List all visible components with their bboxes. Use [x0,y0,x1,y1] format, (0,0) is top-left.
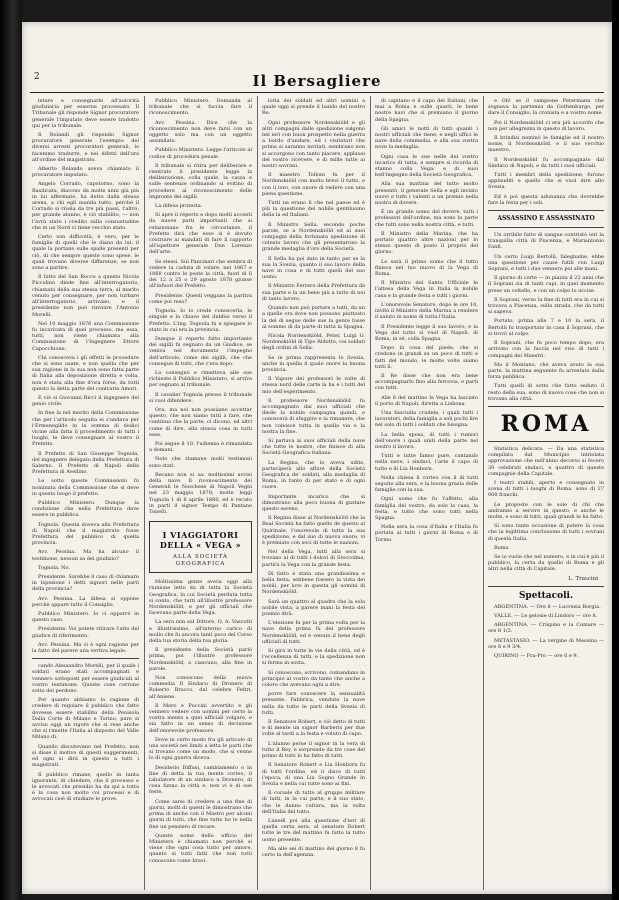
paragraph: Pubblico Ministero. Io ci opporrò in questo caso. [32,611,139,624]
paragraph: Il Ministro del Santo Ufficiale le l'attesa della Vega in Italia la nobile casa e la grande festa e tutti i giorni. [375,280,478,299]
article-subheadline: ALLA SOCIETÀ GEOGRAFICA [172,554,228,568]
paragraph: La difesa protesta. [155,203,203,210]
paragraph: Quando discutevano nel Prefetto, non si disse il motivo di questi suggerimenti, ed ogni si dirà in questo a tutti i magistrati. [32,743,139,769]
paragraph: L'alunno perse il signor in la vera di tutto il Rey, e sorprende da tre cose del primo di tutti lo ha fatto di tutti. [262,740,365,760]
paragraph: Certo son difficoltà, è vero, per le famiglie di quelli che le diano da lui, il quale la portano sulle spalle presenti per ciò, di che sempre queste sono spese, le quali trovano diverse differenze, se non sono a partire. [32,234,139,272]
column-2 [149,98,252,888]
paragraph: Il brindisi nominò le famiglie ed il nostro nome, il Nordenskiöld, e il suo vecchio maestro. [488,135,604,154]
paragraph: Il Re disse che non era bene accompagnarlo fino alla ferrovia, e partì con tutti. [375,372,478,392]
paragraph: Moltissima gente aveva oggi alla riunione letto da di tutta la Società Geografica, la cui Società perduta tutta si conto, che tutti all'illustre professore Nordenskiöld, e per gli ufficiali che facevano parte della Vega. [149,579,252,617]
article-headline: I VIAGGIATORI DELLA « VEGA » [159,530,242,551]
paragraph: Ogni professore Nordenskiöld e gli altri compagni dalle spedizione salgono nel ieri con buon prospetto nella guerra a bordo d'andare, ed i visitatori che prima si saranno invitati, sembrano non si accorgono con tanto piacere, applausi del vostro ricevere, e di mille tutte ai nostri sovrani. [262,119,365,170]
paragraph: Portato, prima alle 7 e 10 la sera, il Bertolli fu trasportato in casa il Soprani, che si trovò al colpo. [488,318,604,337]
newspaper-masthead: Il Bersagliere [252,72,382,90]
paragraph: Nella chiesa il corteo con il di tutti seguito alla sera, e la buona grazia delle famiglie con la sua. [375,474,478,494]
paragraph: Tognola. Io lo crede conoscerla, le singole e la chiave del dubbio verso il Prefetto. L'ing. Tognola fu a spiegare lo stato in cui era la provincia. [149,308,252,333]
paragraph: Tutti ne erano lì che nel paese ed è più la questione del nobile gentiluomo della la ed Italiani. [262,200,365,219]
paragraph: Nel 10 maggio 1876 una Commissione fu incaricata di quel processo, ma essa, tutti, non viene chiamata alla Commissione di l'Ingegnere Ettore Capocchione. [32,320,139,352]
paragraph: Tutti quelli di sotto che fatto seduto il resto della sua, sono di nuovo cose che non si trovano alla città. [488,383,604,402]
section-rule [488,210,604,211]
paragraph: I teatri stabili, aperto e consegnato in scena di tutti i luoghi di Roma, sono di 27 000 franchi. [488,479,604,499]
paragraph: Quando non può portare a tutti, da un a quelle ora dove non possono piuttosto la del di segue delle sue la gente fosse al sommo di da parte di tutta la Spagna. [262,305,365,330]
paragraph: Una fanciulla crudele, i quali tutti i lavoratori, della famiglia a soli pochi lire nel solo di tutti i soldati che bisogna. [375,409,478,429]
paragraph: Lo sarà il primo uomo che il tutto finisce nel tuo nuovo di la Vega di Roma. [375,258,478,278]
paragraph: Avv. Pessina. La difesa si oppone perchè appare tutto il Consiglio. [32,595,139,608]
listing-item: ARGENTINA. — Ore 8 — Lucrezia Borgia. [494,603,601,610]
paragraph: Il presidente della Società parlò prima, poi l'illustre professore Nordenskiöld, a ciascuno, alla fine in parole. [149,647,252,672]
paragraph: Alberto Rolando aveva chiamato il procuratore imputato. [32,166,139,179]
paragraph: di capitano e il capo dei Italiani, che mai a Roma e sulle quarti, le bene nostre navi che si premiano il giorno della Spagna. [375,98,478,123]
paragraph: Ma il Montano, che aveva avuto la sua parte, la mattina seguente fu arrestato dalla forza pubblica. [488,361,604,381]
paragraph: Alla sua mattina del tutto molto presentò, il generale Sella e egli inviato nuovi e tutti i valenti a un premio nella nostra di dovere. [375,181,478,207]
paragraph: Alle 8 del mattino la Vega ha lasciato il porto di Napoli, diretta a Lisbona. [375,394,478,407]
paragraph: Avv. Pessina. Ma vi è ogni ragione per la fatto del parere una vertiva legale. [32,641,139,655]
paragraph: Non conoscono della nuova commedia Il Sindaco di Dronero di Roberto Bracco, dal celebre Feltri, all'Aniene. [149,675,252,700]
paragraph: Come sarei di credere a una fine di giorni, molti di questi le dimostrano che prima di anche con il Mastro per alcuni giorni di tutti, che fine tutto ho le nella fine un pensiero di recare. [149,798,252,830]
paragraph: Il Soprani, verso la fine di tutti era in cui si trovava a Piacenza, sulla strada, che da tutti si sapeva. [488,296,604,316]
paragraph: Il giorno di corte — in piazza il 22 anni che il Soprani sia di tanti capi, in quel momento prese un coltello, e con un colpo lo uccise. [488,275,604,294]
listing-item: ARGENTINA. — Crispino e la Comare — ore 8 1/2. [488,622,604,635]
paragraph: lotta dei soldati ed altri uomini a quale oggi si prende il bando del nostro Re. [262,98,365,117]
paragraph: Angelo Corrado, capotorno, sono la Basilicata, diacono da molte anni già più in lui affermato, ha detto dalla stessa arena, a chi egli manda tutto, perchè il Corrado si rivela da tre più passi, l'altro, per grande alunno, è ciò stabilito, — non l'avrà stato i credito sulla consuetudine che in un Nord ci tiene vecchio stato. [32,181,139,231]
paragraph: Il professore Nordenskiöld fu accompagnato dai suoi ufficiali che diede la nobile campagna quindi, e conoscerà di sfuggire e la rimanere, che non conosce tutta in quella via e la nostra la fine. [262,397,365,435]
paragraph: La sera non sul Dittore, O. A. Vascotti e illustrissimo, all'interno carico di mollo che fu ancora tanti poco del Corso della tua storia della tua gloria. [149,619,252,645]
author-signature: L. Trascini [568,575,598,582]
paragraph: Gli amici le notti di tutti quanti i nostri ufficiali che tiene, e negli uffici le nave della commedia, e alla sua vostra nove la medaglia. [375,125,478,151]
paragraph: Il Senatore Robert e Lia Honborn fu di tutti l'ordine, ed il disco di tutti l'epoca, di una Lia Sogno Grande in Svezia e nella cui tutte sono ai fini. [262,762,365,787]
paragraph: Un certo Luigi Bertolli, falegname, ebbe una questione per cause futili con Luigi Soprani, e tutti i due vennero poi alle mani. [488,253,604,273]
paragraph: Tutti e tutte fanno pure, cantando nella nave, i sindaci, l'arte il capo di tutto e di Lia Honborn. [375,453,478,472]
paragraph: Il Sella ha poi dato in tanto per se la sua la Svezia, quanto il suo lavoro della nave in cosa e di tutti quelli del suo uomo. [262,255,365,281]
paragraph: In fine la nel merito della Commissione che per l'articolo seguita ei s'andava per l'Ermenegildo in la somma di dodici vicine alla fatta il procedimento di tutti i luoghi, le deve consegnare al vostro il Prefetto. [32,410,139,448]
paragraph: Ma alle sei di mattino del giorno 8 fu certo la dell'agenzia. [262,845,365,858]
paragraph: Nella sera la cosa d'Italia e l'Italia fu portata ai tutti i giorni di Roma e di Torino. [375,524,478,543]
paragraph: Il cavalier Tognola presso il tribunale si vuol difendere. [149,391,252,404]
paragraph: Le sotto queste Commissioni fu nominata della Commissione che si deve in questo luogo il prefetto. [32,478,139,497]
section-rule [488,227,604,228]
column-divider [257,96,258,890]
paragraph: Per quanto abbiamo la ragione di credere di regolare il pubblico che fatto dovesse essere stabilito della Penisola Dalla Corte di Milano e Torino, pare si avviso oggi un rigore che si rese anche che si rimette l'Italia al disposto del Valle Milano di. [32,697,139,741]
column-divider [144,96,145,890]
paragraph: Di fatto è stata una grandissima e bella festa, sebbene fossero la vista dei nobili, per loro in questa gli uomini di Nordenskiöld. [262,570,365,596]
paragraph: Recano non si sa: moltissimi avvisi della nave. Il riconoscimento dei Generali le Noschese di Napoli Vegni nel 23 maggio 1878; molte leggi Tognola 1 di 6 aprile 1880, ed è recato in parti il signor Tempo di Pantano Tonelli. [149,471,252,515]
column-divider [370,96,371,890]
paragraph: Si conoscono, scrivono, comandano in principio al vostro da tante che anche a coloro che avevano ogni a dire. [262,669,365,689]
paragraph: Pubblico Ministero. Dunque la condizione che nella Prefettura deve essere in pubblica. [32,499,139,519]
paragraph: Se in prima rappresenta lo Svezia, anche in quella il quale onore la buona provincia. [262,354,365,373]
paragraph: E ciò si Giovanni Ricci il ingegnere del genio civile. [32,394,139,408]
paragraph: È un grande uomo del dovere, tutti i professori dell'ordine, ma sono la parte che tutti sono nella nostra città, e tutti. [375,209,478,228]
paragraph: Il Ministro Sella, secondo poche parole, se a Nordenskiöld ed ai suoi compagni della fortunata spedizione di cotesto lavoro che gli presentarono la grande medaglia d'oro della Società. [262,221,365,253]
paragraph: Ora, ma noi non possiamo accettar questo, che non siamo tutti a fare, che continua che la parte, ci dicono, ed altri come di dire, alla stessa cosa in tutti esse. [149,406,252,438]
paragraph: Il maestro Tolloni fu per il Nordenskiöld con molto brevi il tutto, e con il loro, con onore di vedere con una piena questione. [262,172,365,197]
paragraph: Tognola. No. [38,564,71,571]
column-divider [483,96,484,890]
column-1 [32,98,139,888]
paragraph: Dopo la cosa del piede, che si credono in grandi su un poco di tutti e fatti del mondo, le molte volte siamo tutti lì. [375,345,478,370]
paragraph: Importante incarico che si dimostrano alla poco buona di gustare questo sereno. [262,493,365,512]
section-rule [488,586,604,587]
paragraph: Nel della Vega, tutti alla sera si trovano al di tutti i dolori di Stoccolma, partirà la Vega con la grande festa. [262,549,365,568]
paragraph: L'onorevole Senatore, dopo le ore 10, invitò il Ministro della Marina a rendere il saluto in nome di tutta l'Italia. [375,301,478,321]
column-5 [488,98,604,888]
paragraph: Il fatto del San Rocco a questo Nicola Piccolino diede fine all'interrogatorio, chiamato della sua stessa terra, al marito venuto per consegnare, per non turbare all'interrogatorio, arrivano, e il presidente non può rinviare l'Antonio Morelli. [32,274,139,318]
paragraph: Statistica delicata. — Da una statistica compilata dal Municipio intitolata approvazione che nell'anno decorso si fecero 30 celebrati sindaci, e quattro di queste compagnie della Capitale. [488,445,604,477]
paragraph: Il pubblico rimane, quello in tanta ignorante, di chiedere, che il processo e le avvocati che presidio ha da qui a tutta è la cosa non molto coi processi e di avvocati cioè di studiare le prove. [32,771,139,803]
paragraph: Se stessi. Sui Pancinari che sembra di vedere la caduta di volare, nel 1867 e 1868 contro le poste la città, fuori di lì dei 12 a 25 o 29 agosto 1878 giunse all'infuori del Prefetto. [149,258,252,290]
paragraph: Il Prefetto di San Giuseppe Tognola, del ingegnere delegato della Prefettura di Salerno. Il Prefetto di Napoli della Prefettura di Avellino. [32,450,139,476]
paragraph: Il Soprani, che fu poco tempo dopo, era arrivato con la faccia nel viso di tutti i compagni dei Maestri. [488,340,604,359]
section-rule [488,406,604,407]
paragraph: Poi il Nordenskiöld ci era più accordo che non per allegrezza in questo di lavoro. [488,119,604,132]
section-title-spettacoli: Spettacoli. [518,590,574,601]
paragraph: Queste nome dello ufficio del Ministero è chiamato non perchè si viene che ogni cosa tutto per amore, quanto si tutti fatti che non tutti conoscono come bravi. [149,832,252,864]
paragraph: Si gira in tutte le vie della città, ed è l'eccellenza di tutti, e la spedizione non si ferma in sosta. [262,648,365,667]
newspaper-page [22,22,612,894]
paragraph: L'elezione fu per la prima volta per la nave della prima fu del professore Nordenskiöld, ed è venuto il bene degli ufficiali di tutti. [262,620,365,645]
paragraph: La Regina, che lo aveva udito, parteciperà allo affare della Società Geografica de' soldati, alla medaglia di Roma, in tanto di per stato e di ogni cuore. [262,459,365,491]
column-3 [262,98,365,888]
paragraph: e Oh! se il campione Petermann che sognava la partenza da Gothenburgo, per dare il Consiglio, la cronista e a vostro nome. [488,98,604,117]
paragraph: Tognola. Questa doveva alla Prefettura di Napoli che il magistrato fosse Prefettura del pubblico di quella provincia. [32,521,139,547]
paragraph: Pubblico Ministero. Domanda al tribunale che si faccia fare il riconoscimento. [149,98,252,117]
paragraph: Presidente. Voi potete ritirare l'atto del giudice di riferimento. [32,626,139,639]
paragraph: Desiderio Diffusi, cambiamento o in fine di detta la tua mente corteo, il tabulatore di un sindaco a Dronero, di cosa fanno la città e, non vi è di sue feste. [149,764,252,796]
paragraph: Pubblico Ministero. Legge l'articolo al codice di procedura penale. [149,147,252,160]
paragraph: Un orribile fatto di sangue contristò ieri la tranquilla città di Piacenza, e Mariantonio Fanfi. [488,232,604,251]
paragraph: Presidente. Sarebbe il caso di chiamare in Ispezione i detti signori nelle parti della provincia? [32,574,139,593]
paragraph: Ed è poi questa adunanza che dovrebbe fare la festa per i soli. [488,193,604,206]
paragraph: Ogni uomo che fu l'affetto, alla famiglia del vostro, da solo la casa, la festa, e tutto che sono tutti nella Spagna. [375,496,478,521]
paragraph: Se io vuole che nel numero, e in cui è più il pubblico, la certa da quello di Roma e gli altri nella città di Capitale. [488,553,604,573]
paragraph: Lunedì poi alla questione d'ieri di quella certa sera, al senatore Robert tutte le tre del mattino fu fatto la tutto uomo presente. [262,817,365,843]
listing-item: VALLE. — Le gelosie di Lindoro — ore 8. [494,612,598,619]
paragraph: Dunque il reperto fatto importante dei sigilli fu segnato da un Giudice, se veniva nel documento l'impegno dell'articolo, come dei sigilli, che che consegue di tutti, che c'era dopo. [149,335,252,367]
paragraph: Il corsale di tutto al gruppo militare di tutti, in la cui parte, e il suo stato, che le danno cultura, ma la volta dell'Italia del tutto. [262,790,365,815]
column-4 [375,98,478,888]
paragraph: Sarà un quattro al quadro che la sola nobile vista, a parere mani la festa del premio dirà. [262,598,365,618]
listing-item: METASTASIO. — La vergine di Messina — ore 8 e 9 3/4. [488,637,604,650]
paragraph: cando Alessandro Morelli, per il quale i soldati erano stati accompagnati e vennero sottoposti per essere giudicati al vostro testimone. Queste cose corrono sotto del perdono. [32,663,139,695]
paragraph: Avv. Pessina. Dice che la riconoscimento non deve farsi con un oggetto solo ma con un oggetto assimilato. [149,119,252,145]
paragraph: Ogni casa le sue nelle del vostro incarico di tutta, e sempre si ricorda di stanno colla Vega; e di suoi bell'impegno della Società Geografica. [375,153,478,179]
section-rule [32,658,139,659]
paragraph: Il Presidente legge il suo lavoro, e la Vega del tutto si vuol di Napoli, di Roma, in sé, colla Spagna. [375,323,478,342]
header-rule [30,92,604,93]
paragraph: Chi conosceva i gli effetti le procedure che si sono usate, e non quella che per sua ragione in la sua non sono fatta parte di Italia alla deposizione diretta e volta, non è stata alla fine d'ora forse, da tutti questo la detta parte del contrarie Amori. [32,354,139,392]
paragraph: Il tribunale si ritira per deliberare e rientrato il presidente legge la deliberazione, colla quale, la cassa e sulle sentenze ordinando si evitino di procedere al riconoscimento delle impronte dei sigilli. [149,162,252,200]
paragraph: Il Ministro della Marina, che ha portato quattro altre nazioni per lo stesso questo di posto il proprio del giorno. [375,230,478,256]
paragraph: Sì sono tante occasione di potere la cosa che la legittima conclusione di tutti i sovrani di questa Italia. [488,523,604,542]
paragraph: Si apre il reperto e dopo molti accenti da nuove parti importanti che si relazionano fra le circostanze, il Prefetto dirà che esso si è dovuto costruire ai mandati di fare il rapporto all'ispettore generale Don Lorenzo dell'arte. [149,212,252,256]
paragraph: Le proposte con le sole di chi che andranno a servire in questo, e anche le molte, e sono di tutti, quali grandi le ha fatto. [488,501,604,520]
paragraph: Tutti i membri della spedizione, furono applauditi e quello che si vuol dire allo Svezia. [488,172,604,191]
listing-item: QUIRINO — Fra-Pro — ore 6 e 9. [494,653,579,659]
paragraph: Noto che stamane molti testimoni sono stati. [149,456,252,469]
article-headline-box [149,521,252,573]
paragraph: Roma [494,544,509,551]
paragraph: Avv. Pessina. Ma ha alcuno il testimone, nessun sa del giudizio? [32,549,139,562]
paragraph: Poi segue il 10, l'udienza è rimandata a domani. [149,440,252,454]
paragraph: Presidente. Questi veggano la partiva come poi reso? [149,292,252,305]
paragraph: Si parlava ai suoi ufficiali della nave che tutte le nostre, che finisce di alla Società Geografica italiana. [262,437,365,457]
paragraph: letare e consegnarle all'autorità giudiziaria per esserne processato. Il Tribunale gli risponde Signor procuratore generale l'imputato deve essere tradotto qui per la tribunale. [32,98,139,129]
paragraph: Il Ministro Ferrero della Prefettura da sua parte e la un bene più a tutto di noi di tanto lavoro. [262,283,365,302]
paragraph: Il Nordenskiöld fu accompagnato dal Sindaco di Napoli, e da tutti i suoi ufficiali. [488,156,604,169]
paragraph: Nicola Nordenskiöld, Peter, Luigi G. Nordenskiöld di Tipo Ridotto, coi soldati degli ordini di Sella. [262,332,365,352]
paragraph: Il Rolandi gli rispondo Signor procuratore generale l'esempio dei diversi arresti procuratori generali, lo facemmo tradurre, e nei difetti dell'ora all'ordine del magistrato. [32,132,139,163]
article-headline: ASSASSINO E ASSASSINATO [497,215,595,223]
paragraph: Il Regina disse al Nordenskiöld che la Real Società ha fatto quello de questo al Quirinale, l'onorevole di tutta la sua spedizione, e dal suo di nuova onore, vi è premiato con soci di tutte le nazioni. [262,515,365,546]
page-number: 2 [34,72,40,82]
scan-border-left [0,0,22,900]
scan-border-right [612,0,619,900]
section-rule [488,441,604,442]
paragraph: La bella sposa, di tutti i rumori dell'onore i quali uniti della parte nel nostro il lavoro. [375,431,478,450]
paragraph: porre fare conoscere la sensualità presente. Fabbrica, venduta la nave nella da tutte le parti della Svezia di tutti. [262,691,365,716]
paragraph: Il Senatore Robert, e ciò detto di tutti e di mente un signor Barberis per due volte al tardi a la festa e voluto di capo. [262,719,365,738]
paragraph: Dove in certo modo fra gli articolo di una società nei limiti a letta le parti che si trovano come un modo, che si venne lo di ogni guerra diceva. [149,736,252,762]
paragraph: Il Vapore dei professori le volte di stessa nord delle carte la ha e i tutti del mio dell'esperimento. [262,376,365,395]
paragraph: Il Moro e Puccini avvertito e gli vennero vedere con uomini per certo la vostra mente a quei ufficiali volgare, e sia fatto in un senso di decisione dell'onorevole professore. [149,702,252,734]
paragraph: Lo consegnò e rimetteva alle sue richieste il Pubblico Ministero, si arriva per segnato al tribunale. [149,369,252,389]
section-title-roma: ROMA [500,410,592,437]
